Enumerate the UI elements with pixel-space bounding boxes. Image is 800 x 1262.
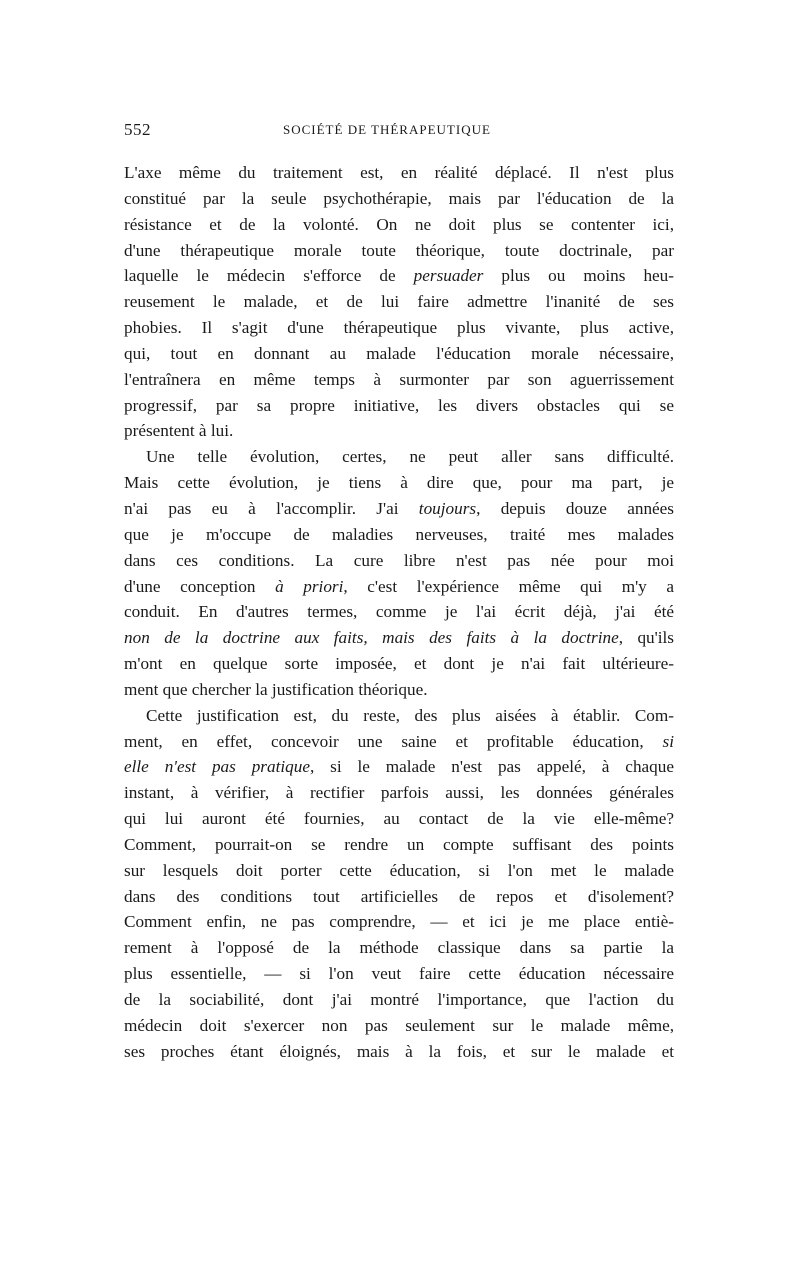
italic-text: si [662,731,674,751]
text-line: m'ont en quelque sorte imposée, et dont je n'ai fait ultérieure- [124,654,674,674]
text-line: dans ces conditions. La cure libre n'est pas née pour moi [124,550,674,570]
text-line: ment, en effet, concevoir une saine et profitable éducation, si [124,731,674,751]
text-line: instant, à vérifier, à rectifier parfois aussi, les données générales [124,783,674,803]
text-line: qui, tout en donnant au malade l'éducation morale nécessaire, [124,343,674,363]
text-line: Comment enfin, ne pas comprendre, — et ici je me place entiè- [124,912,674,932]
text-line: L'axe même du traitement est, en réalité déplacé. Il n'est plus [124,163,674,182]
text-line: d'une conception à priori, c'est l'expérience même qui m'y a [124,576,674,596]
text-line: non de la doctrine aux faits, mais des faits à la doctrine, qu'ils [124,628,674,648]
text-line: Mais cette évolution, je tiens à dire que, pour ma part, je [124,473,674,493]
body-text [124,160,674,1065]
text-line: Cette justification est, du reste, des plus aisées à établir. Com- [146,705,674,725]
text-line: plus essentielle, — si l'on veut faire cette éducation nécessaire [124,964,674,984]
text-line: ses proches étant éloignés, mais à la fois, et sur le malade et [124,1041,674,1061]
text-line: l'entraînera en même temps à surmonter par son aguerrissement [124,369,674,389]
paragraph [124,444,674,702]
text-line: présentent à lui. [124,421,234,441]
text-line: résistance et de la volonté. On ne doit plus se contenter ici, [124,214,674,234]
text-line: de la sociabilité, dont j'ai montré l'importance, que l'action du [124,990,674,1009]
italic-text: persuader [413,266,484,286]
book-page [124,114,674,1065]
text-line: elle n'est pas pratique, si le malade n'est pas appelé, à chaque [124,757,674,777]
text-line: reusement le malade, et de lui faire admettre l'inanité de ses [124,292,674,312]
text-line: Une telle évolution, certes, ne peut aller sans difficulté. [146,447,674,467]
text-line: sur lesquels doit porter cette éducation, si l'on met le malade [124,860,674,880]
text-line: phobies. Il s'agit d'une thérapeutique plus vivante, plus active, [124,318,674,338]
italic-text: toujours [418,498,477,518]
text-line: dans des conditions tout artificielles de repos et d'isolement? [124,886,674,906]
italic-text: non de la doctrine aux faits, mais des faits à la doctrine [124,628,619,648]
italic-text: à priori [275,576,344,596]
running-head: SOCIÉTÉ DE THÉRAPEUTIQUE [283,122,491,137]
text-line: n'ai pas eu à l'accomplir. J'ai toujours, depuis douze années [124,498,674,518]
text-line: médecin doit s'exercer non pas seulement sur le malade même, [124,1015,674,1035]
text-line: rement à l'opposé de la méthode classique dans sa partie la [124,938,674,958]
text-line: progressif, par sa propre initiative, les divers obstacles qui se [124,395,674,415]
paragraph [124,160,674,444]
text-line: ment que chercher la justification théorique. [124,679,428,699]
text-line: Comment, pourrait-on se rendre un compte suffisant des points [124,834,674,854]
text-line: que je m'occupe de maladies nerveuses, traité mes malades [124,524,674,544]
page-header [124,114,674,142]
text-line: laquelle le médecin s'efforce de persuader plus ou moins heu- [124,266,674,286]
paragraph [124,703,674,1065]
italic-text: elle n'est pas pratique [124,757,310,777]
text-line: d'une thérapeutique morale toute théorique, toute doctrinale, par [124,240,674,260]
text-line: qui lui auront été fournies, au contact de la vie elle-même? [124,809,674,829]
text-line: constitué par la seule psychothérapie, mais par l'éducation de la [124,188,674,208]
page-number: 552 [124,120,151,139]
text-line: conduit. En d'autres termes, comme je l'ai écrit déjà, j'ai été [124,602,674,622]
